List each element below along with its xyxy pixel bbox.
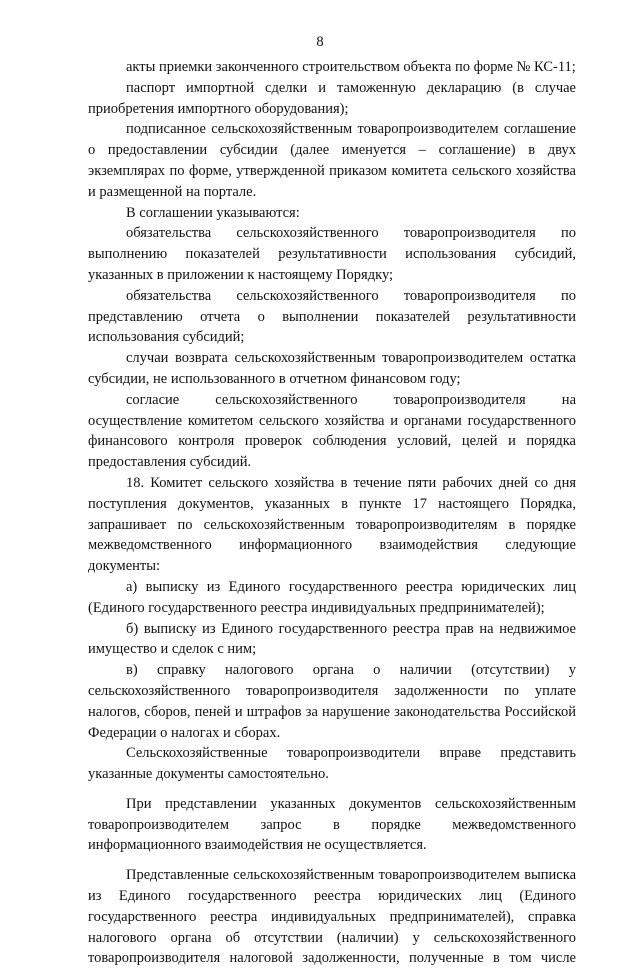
paragraph-ks11-acts: акты приемки законченного строительством объекта по форме № КС-11; [126,59,576,75]
paragraph-clause-18: 18. Комитет сельского хозяйства в течение пяти рабочих дней со дня поступления документов, указанных в пункте 17 настоящего Порядка, запрашивает по сельскохозяйственным товаропроизводителям в порядке межведомственного информационного взаимодействия следующие документы: [88,474,576,575]
paragraph-import-passport: паспорт импортной сделки и таможенную декларацию (в случае приобретения импортного оборудования); [88,79,576,117]
paragraph-item-c: в) справку налогового органа о наличии (отсутствии) у сельскохозяйственного товаропроизводителя задолженности по уплате налогов, сборов, пеней и штрафов за нарушение законодательства Российской Федерации о налогах и сборах. [88,662,576,741]
paragraph-submitted-extracts: Представленные сельскохозяйственным товаропроизводителем выписка из Единого государственного реестра юридических лиц (Единого государственного реестра индивидуальных предпринимателей), справка налогового органа об отсутствии (наличии) у сельскохозяйственного товаропроизводителя налоговой задолженности, полученные в том числе [88,867,576,967]
paragraph-performance-obligations: обязательства сельскохозяйственного товаропроизводителя по выполнению показателей результативности использования субсидий, указанных в приложении к настоящему Порядку; [88,225,576,283]
paragraph-item-a: а) выписку из Единого государственного реестра юридических лиц (Единого государственного реестра индивидуальных предпринимателей); [88,578,576,616]
paragraph-subsidy-agreement: подписанное сельскохозяйственным товаропроизводителем соглашение о предоставлении субсидии (далее именуется – соглашение) в двух экземплярах по форме, утвержденной приказом комитета сельского хозяйства и размещенной на портале. [88,121,576,200]
document-body [88,57,576,969]
paragraph-item-b: б) выписку из Единого государственного реестра прав на недвижимое имущество и сделок с ним; [88,620,576,658]
paragraph-self-submission: Сельскохозяйственные товаропроизводители вправе представить указанные документы самостоятельно. [88,745,576,783]
paragraph-report-obligations: обязательства сельскохозяйственного товаропроизводителя по представлению отчета о выполнении показателей результативности использования субсидий; [88,287,576,346]
paragraph-agreement-contents-intro: В соглашении указываются: [126,204,300,221]
paragraph-inspection-consent: согласие сельскохозяйственного товаропроизводителя на осуществление комитетом сельского хозяйства и органами государственного финансового контроля проверок соблюдения условий, целей и порядка предоставления субсидий. [88,391,576,471]
page-number: 8 [316,34,324,50]
paragraph-return-cases: случаи возврата сельскохозяйственным товаропроизводителем остатка субсидии, не использованного в отчетном финансовом году; [88,350,576,387]
paragraph-no-request: При представлении указанных документов сельскохозяйственным товаропроизводителем запрос в порядке межведомственного информационного взаимодействия не осуществляется. [88,795,576,854]
